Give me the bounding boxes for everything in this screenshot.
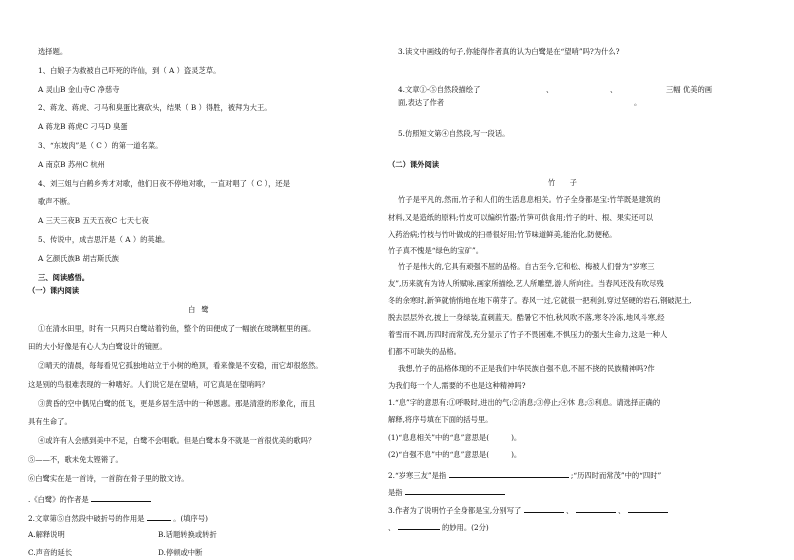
passage-title: 竹 子 xyxy=(548,178,583,187)
exercise-3-cont: 、 的妙用。(2分) xyxy=(388,523,489,532)
passage-line: ①在清水田里，时有一只两只白鹭站着钓鱼，整个的田便成了一幅嵌在玻璃框里的画。 xyxy=(38,324,316,333)
exercise-1-item-2: (2)“自强不息”中的“息”意思是( )。 xyxy=(388,450,522,459)
option-d: D.停顿或中断 xyxy=(158,548,203,557)
option-a: A.解释说明 xyxy=(28,530,65,539)
section-heading: 选择题。 xyxy=(38,47,68,56)
question-3: 3、“东坡肉”是（ C ）的第一道名菜。 xyxy=(38,141,163,150)
passage-line: 竹子是平凡的,然而,竹子和人们的生活息息相关。竹子全身都是宝:竹竿既是建筑的 xyxy=(398,195,661,204)
passage-line: 田的大小好像是有心人为白鹭设计的镜匣。 xyxy=(28,342,167,351)
exercise-1-item-1: (1)“息息相关”中的“息”意思是( )。 xyxy=(388,433,522,442)
passage-line: ④或许有人会感到美中不足，白鹭不会唱歌。但是白鹭本身不就是一首很优美的歌吗？ xyxy=(38,436,316,445)
passage-line: ②晴天的清晨，每每看见它孤独地站立于小树的绝顶，看来像是不安稳，而它却很悠然。 xyxy=(38,361,323,370)
exercise-2: 2.“岁寒三友”是指 ;“历四时而常茂”中的“四时” xyxy=(388,471,662,480)
answer-blank[interactable] xyxy=(398,521,440,530)
answer-blank[interactable] xyxy=(628,504,668,513)
question-1-options: A 灵山B 金山寺C 净慈寺 xyxy=(38,85,120,94)
exercise-3: 3.作者为了说明竹子全身都是宝,分别写了 、 、 xyxy=(388,504,668,515)
passage-line: ⑤——不，歌未免太铿锵了。 xyxy=(28,455,123,464)
exercise-2-cont: 是指 xyxy=(388,486,505,497)
passage-line: 们都不可缺失的品格。 xyxy=(388,347,461,356)
reading-question-1: .《白鹭》的作者是 xyxy=(28,493,151,504)
section-heading: 三、阅读感悟。 xyxy=(38,273,90,282)
passage-line: 着雪而不凋,历四时而常茂,充分显示了竹子不畏困难,不惧压力的强大生命力,这是一种人 xyxy=(388,330,668,339)
passage-line: ③黄昏的空中偶见白鹭的低飞，更是乡居生活中的一种恩惠。那是清澄的形象化，而且 xyxy=(38,399,316,408)
answer-blank[interactable] xyxy=(449,469,569,478)
separator: 、 xyxy=(546,85,554,94)
passage-line: 具有生命了。 xyxy=(28,417,72,426)
question-2: 2、蒋龙、蒋虎、刁马和臭蛋比赛砍头，结果（ B ）得胜，被拜为大王。 xyxy=(38,103,272,112)
subsection-heading: （一）课内阅读 xyxy=(28,286,80,295)
reading-question-2: 2.文章第⑤自然段中破折号的作用是 。(填序号) xyxy=(28,514,208,523)
passage-line: 为我们每一个人,需要的不也是这种精神吗? xyxy=(388,381,526,390)
passage-line: ⑥白鹭实在是一首诗，一首韵在骨子里的散文诗。 xyxy=(28,474,189,483)
question-2-options: A 蒋龙B 蒋虎C 刁马D 臭蛋 xyxy=(38,122,128,131)
reading-question-3: 3.读文中画线的句子,你能得作者真的认为白鹭是在“望哨”吗?为什么? xyxy=(398,47,620,56)
question-3-options: A 南京B 苏州C 杭州 xyxy=(38,160,105,169)
answer-blank[interactable] xyxy=(576,504,616,513)
passage-line: 我想,竹子的品格体现的不正是我们中华民族自强不息,不屈不挠的民族精神吗?作 xyxy=(398,364,655,373)
passage-line: 材料,又是造纸的原料;竹皮可以编织竹器;竹笋可供食用;竹子的叶、根、果实还可以 xyxy=(388,213,654,222)
passage-line: 竹子真不愧是“绿色的宝矿”。 xyxy=(388,246,484,255)
answer-blank[interactable] xyxy=(147,512,171,521)
reading-question-4-line2: 面,表达了作者 xyxy=(398,98,445,107)
passage-line: 这是别的鸟很难表现的一种嗜好。人们说它是在望哨，可它真是在望哨吗？ xyxy=(28,380,269,389)
answer-blank[interactable] xyxy=(91,493,151,502)
exercise-1-cont: 解释,将序号填在下面的括号里。 xyxy=(388,415,493,424)
exercise-1: 1.“息”字的意思有:①呼吸时,进出的气;②消息;③停止;④休 息;⑤利息。请选择正确的 xyxy=(388,398,661,407)
reading-question-4-cont: 三幅 优美的画 xyxy=(666,85,713,94)
question-4-options: A 三天三夜B 五天五夜C 七天七夜 xyxy=(38,216,149,225)
question-1: 1、白娘子为救被自己吓死的许仙，到（ A ）盗灵芝草。 xyxy=(38,66,221,75)
separator: 、 xyxy=(610,85,618,94)
option-c: C.声音的延长 xyxy=(28,548,73,557)
subsection-heading: （二）课外阅读 xyxy=(388,160,440,169)
question-5-options: A 乞颜氏族B 胡吉斯氏族 xyxy=(38,254,119,263)
question-5: 5、传说中，成吉思汗是（ A ）的英雄。 xyxy=(38,235,170,244)
reading-question-5: 5.仿照短文第④自然段,写一段话。 xyxy=(398,129,510,138)
option-b: B.话题转换或转折 xyxy=(158,530,217,539)
answer-blank[interactable] xyxy=(405,486,505,495)
answer-blank[interactable] xyxy=(524,504,564,513)
passage-line: 友”,历来就有为诗人所赋咏,画家所描绘,艺人所雕塑,游人所向往。当春风还没有吹尽残 xyxy=(388,279,664,288)
passage-title: 白鹭 xyxy=(188,305,215,314)
passage-line: 入药治病;竹枝与竹叶做成的扫帚很好用;竹节味道鲜美,能治化,防便秘。 xyxy=(388,230,617,239)
reading-question-4: 4.文章①-⑤自然段描绘了 xyxy=(398,85,481,94)
question-4-cont: 歌声不断。 xyxy=(38,197,75,206)
period: 。 xyxy=(634,98,642,107)
passage-line: 脱去层层外衣,披上一身绿装,直刺蓝天。酷暑它不怕,秋风吹不落,寒冬冷冻,地风斗寒,经 xyxy=(388,313,665,322)
passage-line: 竹子是伟大的,它具有顽强不屈的品格。自古至今,它和松、梅被人们誉为“岁寒三 xyxy=(398,262,655,271)
question-4: 4、刘三姐与白鹤乡秀才对歌，他们日夜不停地对歌，一直对唱了（ C ），还是 xyxy=(38,179,291,188)
passage-line: 冬的余寒时,新笋就悄悄地在地下萌芽了。春风一过,它就很一把利剑,穿过坚硬的岩石,钢破泥土, xyxy=(388,296,692,305)
